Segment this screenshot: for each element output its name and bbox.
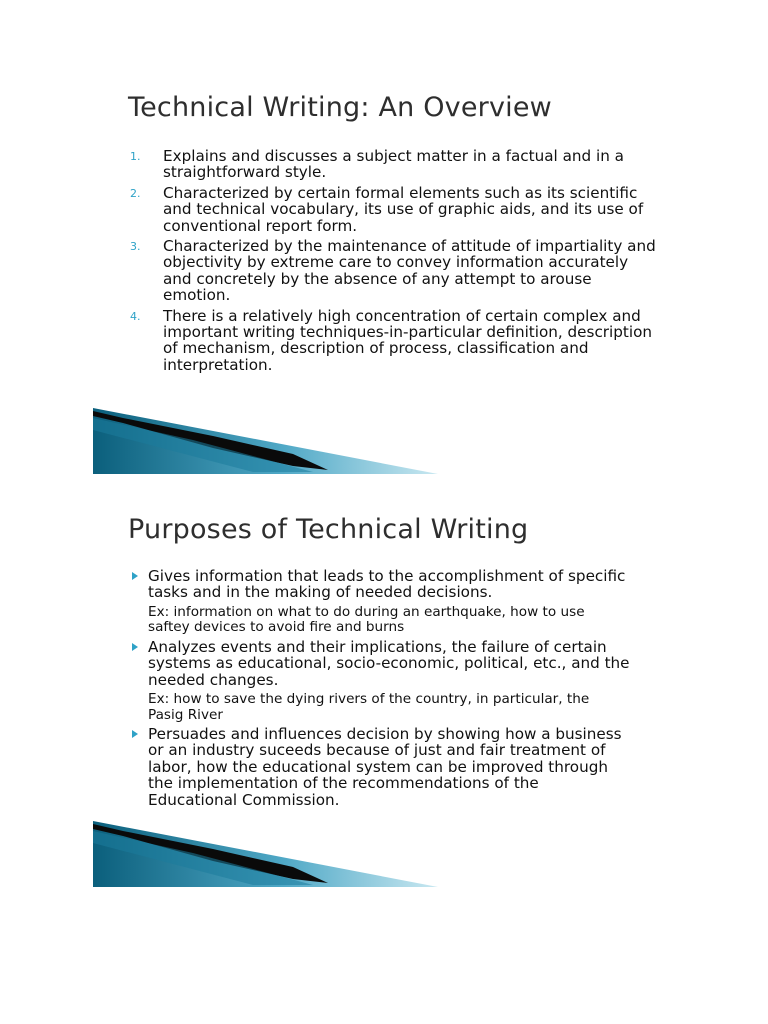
list-item: [130, 185, 660, 234]
list-item: [132, 726, 632, 808]
bullet-triangle-icon: [132, 643, 138, 651]
list-item: [130, 308, 660, 374]
bullet-text: Persuades and influences decision by showing how a business or an industry suceeds because of just and fair treatment of labor, how the educational system can be improved through the implementation of the recommendations of the Educational Commission.: [148, 725, 622, 809]
list-item: [132, 568, 632, 636]
slide-purposes: [0, 500, 768, 900]
example-text: Ex: how to save the dying rivers of the country, in particular, the Pasig River: [148, 691, 590, 723]
bullet-list: [132, 568, 632, 809]
list-item: [130, 148, 660, 181]
list-item-text: Characterized by certain formal elements such as its scientific and technical vocabulary, its use of graphic aids, and its use of conventional report form.: [163, 183, 644, 235]
slide-overview: [0, 0, 768, 480]
bullet-text: Analyzes events and their implications, the failure of certain systems as educational, socio-economic, political, etc., and the needed changes.: [148, 637, 630, 689]
slide-title: Technical Writing: An Overview: [128, 92, 552, 123]
list-number: 4.: [130, 309, 141, 323]
list-item-text: There is a relatively high concentration of certain complex and important writing techniques-in-particular definition, description of mechanism, description of process, classification and interpretation.: [163, 306, 652, 374]
list-item-text: Explains and discusses a subject matter in a factual and in a straightforward style.: [163, 147, 624, 182]
bullet-text: Gives information that leads to the accomplishment of specific tasks and in the making of needed decisions.: [148, 567, 626, 602]
list-number: 1.: [130, 150, 141, 163]
example-text: Ex: information on what to do during an earthquake, how to use saftey devices to avoid fire and burns: [148, 603, 585, 636]
list-item-text: Characterized by the maintenance of attitude of impartiality and objectivity by extreme care to convey information accurately and concretely by the absence of any attempt to arouse emotion.: [163, 237, 656, 305]
decorative-wave-band: [93, 821, 438, 887]
bullet-triangle-icon: [132, 730, 138, 738]
list-item: [130, 238, 660, 304]
list-number: 2.: [130, 186, 141, 200]
bullet-triangle-icon: [132, 572, 138, 580]
numbered-list: [130, 148, 660, 377]
list-number: 3.: [130, 240, 141, 254]
list-item: [132, 639, 632, 723]
decorative-wave-band: [93, 408, 438, 474]
slide-title: Purposes of Technical Writing: [128, 514, 529, 545]
